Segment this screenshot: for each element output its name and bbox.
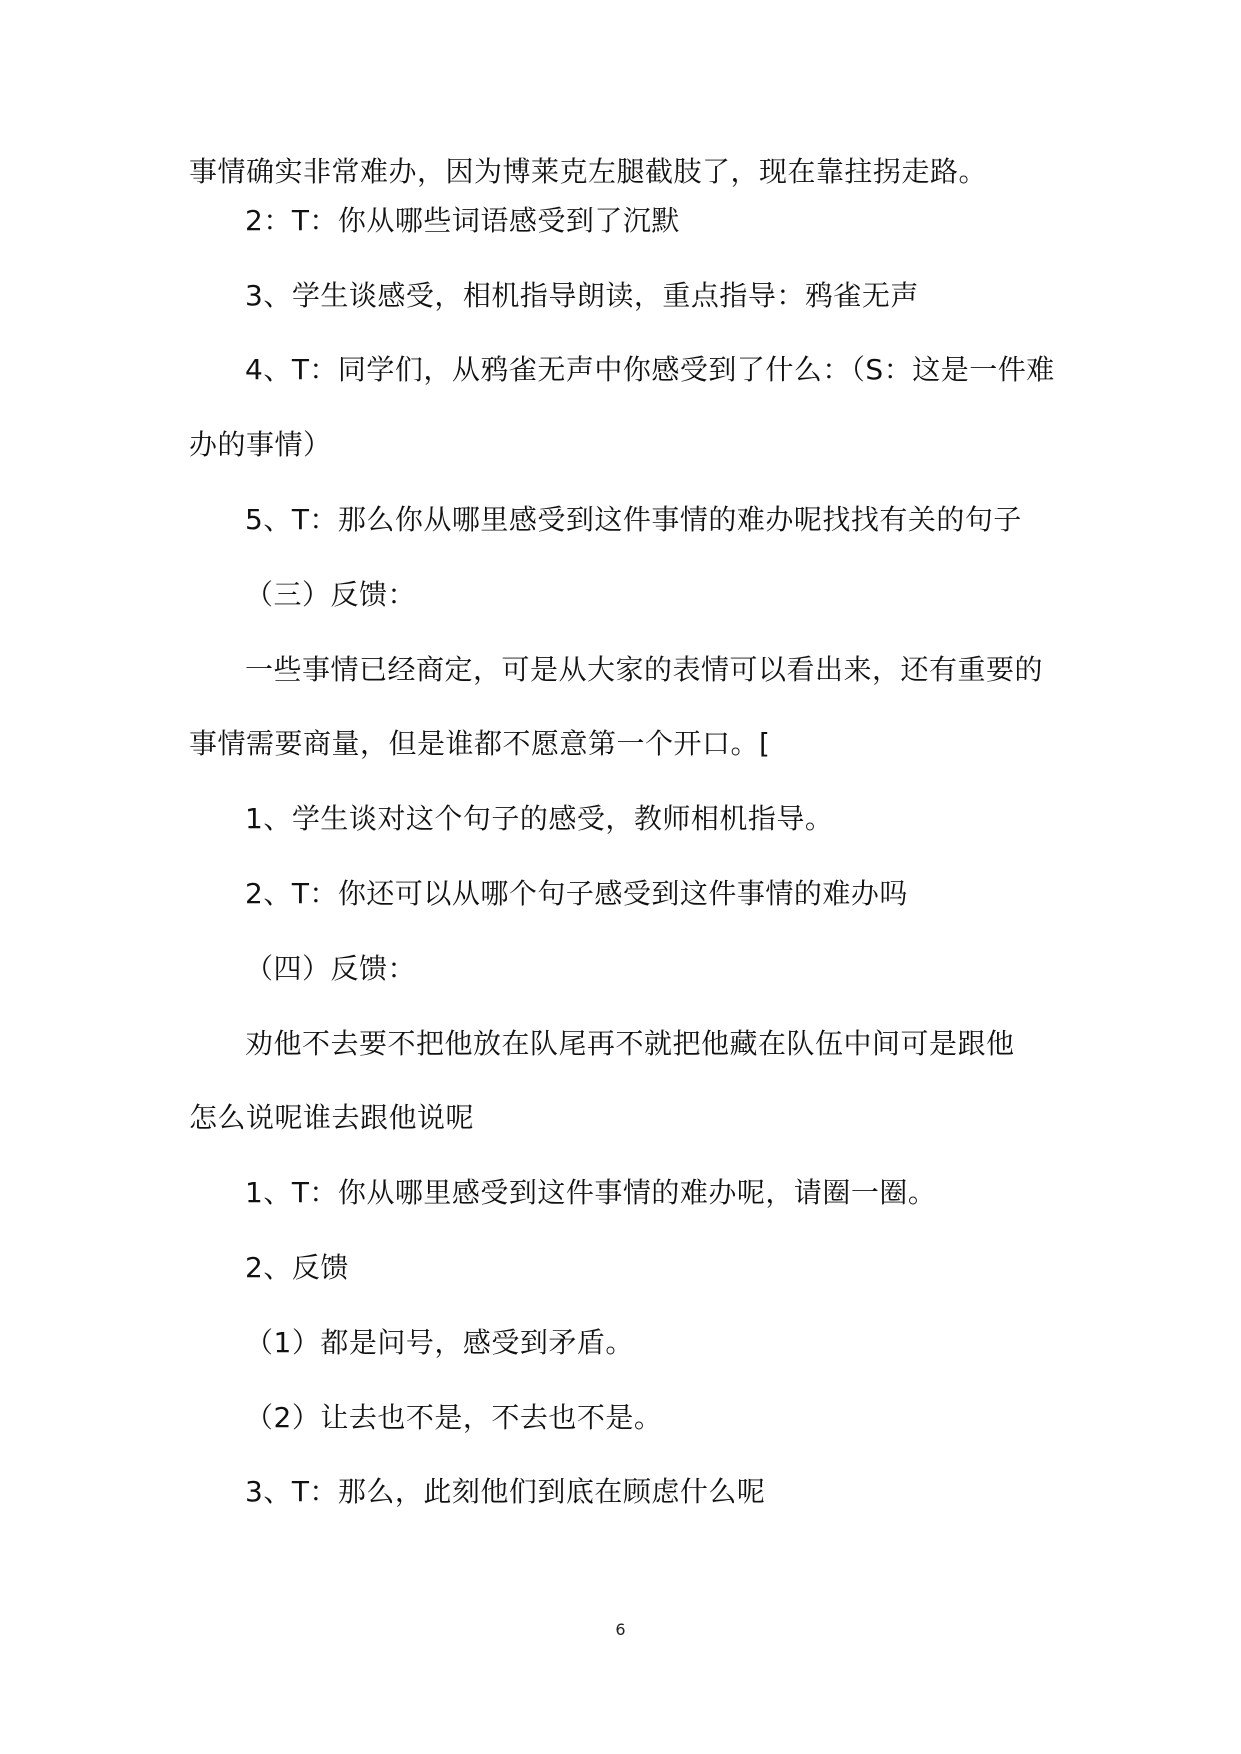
page-number: 6 [615,1620,626,1639]
paragraph-line: 劝他不去要不把他放在队尾再不就把他藏在队伍中间可是跟他 [245,1027,1015,1060]
paragraph-line: 事情需要商量，但是谁都不愿意第一个开口。[ [189,727,771,760]
section-heading: （四）反馈： [245,952,417,985]
paragraph-line: 怎么说呢谁去跟他说呢 [189,1101,475,1134]
paragraph-line: 1、T：你从哪里感受到这件事情的难办呢，请圈一圈。 [245,1176,937,1209]
paragraph-line: 办的事情） [189,428,332,461]
section-heading: （三）反馈： [245,578,417,611]
paragraph-line: 4、T：同学们，从鸦雀无声中你感受到了什么：（S：这是一件难 [245,353,1055,386]
paragraph-line: （2）让去也不是，不去也不是。 [245,1401,663,1434]
paragraph-line: 2：T：你从哪些词语感受到了沉默 [245,204,680,237]
paragraph-line: 2、T：你还可以从哪个句子感受到这件事情的难办吗 [245,877,908,910]
paragraph-line: 一些事情已经商定，可是从大家的表情可以看出来，还有重要的 [245,653,1044,686]
paragraph-line: 2、反馈 [245,1251,349,1284]
paragraph-line: （1）都是问号，感受到矛盾。 [245,1326,634,1359]
paragraph-line: 3、T：那么，此刻他们到底在顾虑什么呢 [245,1475,766,1508]
paragraph-line: 1、学生谈对这个句子的感受，教师相机指导。 [245,802,834,835]
paragraph-line: 事情确实非常难办，因为博莱克左腿截肢了，现在靠拄拐走路。 [189,155,988,188]
paragraph-line: 5、T：那么你从哪里感受到这件事情的难办呢找找有关的句子 [245,503,1022,536]
paragraph-line: 3、学生谈感受，相机指导朗读，重点指导：鸦雀无声 [245,279,919,312]
